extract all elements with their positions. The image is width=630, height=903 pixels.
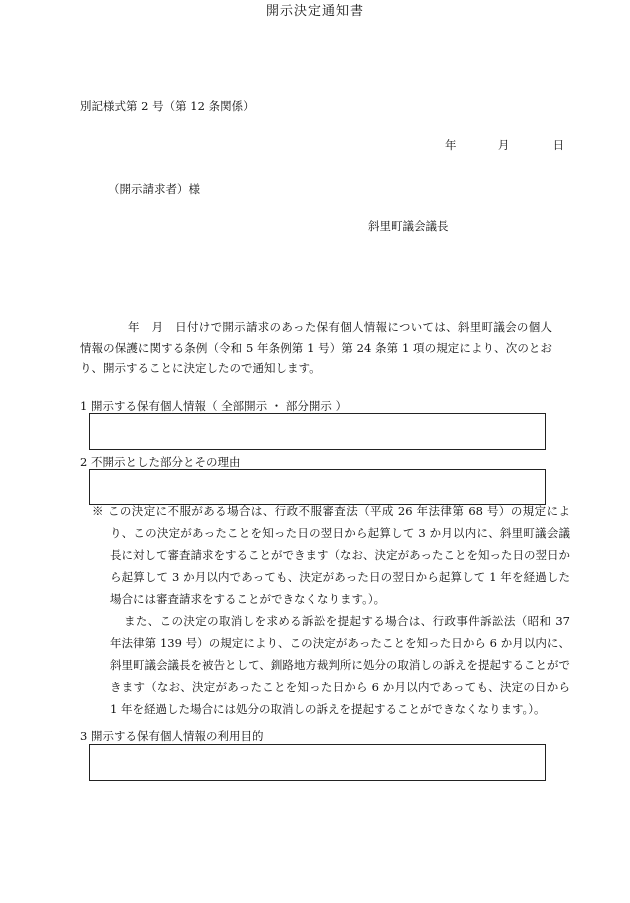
body-paragraph: 年 月 日付けで開示請求のあった保有個人情報については、斜里町議会の個人情報の保護に関する条例（令和 5 年条例第 1 号）第 24 条第 1 項の規定により、次のとおり、開示することに決定したので通知します。 xyxy=(80,320,552,375)
addressee: （開示請求者）様 xyxy=(108,182,200,196)
section-1-heading: 1 開示する保有個人情報（ 全部開示 ・ 部分開示 ） xyxy=(80,399,348,413)
section-2-heading: 2 不開示とした部分とその理由 xyxy=(80,455,241,469)
notice-paragraph-2: また、この決定の取消しを求める訴訟を提起する場合は、行政事件訴訟法（昭和 37 年法律第 139 号）の規定により、この決定があったことを知った日から 6 か月以内に、斜里町議会議長を被告として、釧路地方裁判所に処分の取消しの訴えを提起することができます（なお、決定があったことを知った日から 6 か月以内であっても、決定の日から 1 年を経過した場合には処分の取消しの訴えを提起することができなくなります。）。 xyxy=(110,614,570,716)
section-3-box xyxy=(89,744,546,781)
date-month-label: 月 xyxy=(497,138,510,152)
date-day-label: 日 xyxy=(552,138,565,152)
date-line xyxy=(445,137,564,153)
section-1-box xyxy=(89,413,546,450)
date-year-label: 年 xyxy=(445,138,457,152)
notice-paragraph-1: ※ この決定に不服がある場合は、行政不服審査法（平成 26 年法律第 68 号）の規定により、この決定があったことを知った日の翌日から起算して 3 か月以内に、斜里町議会議長に対して審査請求をすることができます（なお、決定があったことを知った日の翌日から起算して 3 か月以内であっても、決定があった日の翌日から起算して 1 年を経過した場合には審査請求をすることができなくなります。）。 xyxy=(92,504,570,606)
document-title: 開示決定通知書 xyxy=(265,4,364,19)
form-number: 別記様式第 2 号（第 12 条関係） xyxy=(80,99,255,113)
section-3-heading: 3 開示する保有個人情報の利用目的 xyxy=(80,729,264,743)
issuer: 斜里町議会議長 xyxy=(368,219,449,233)
